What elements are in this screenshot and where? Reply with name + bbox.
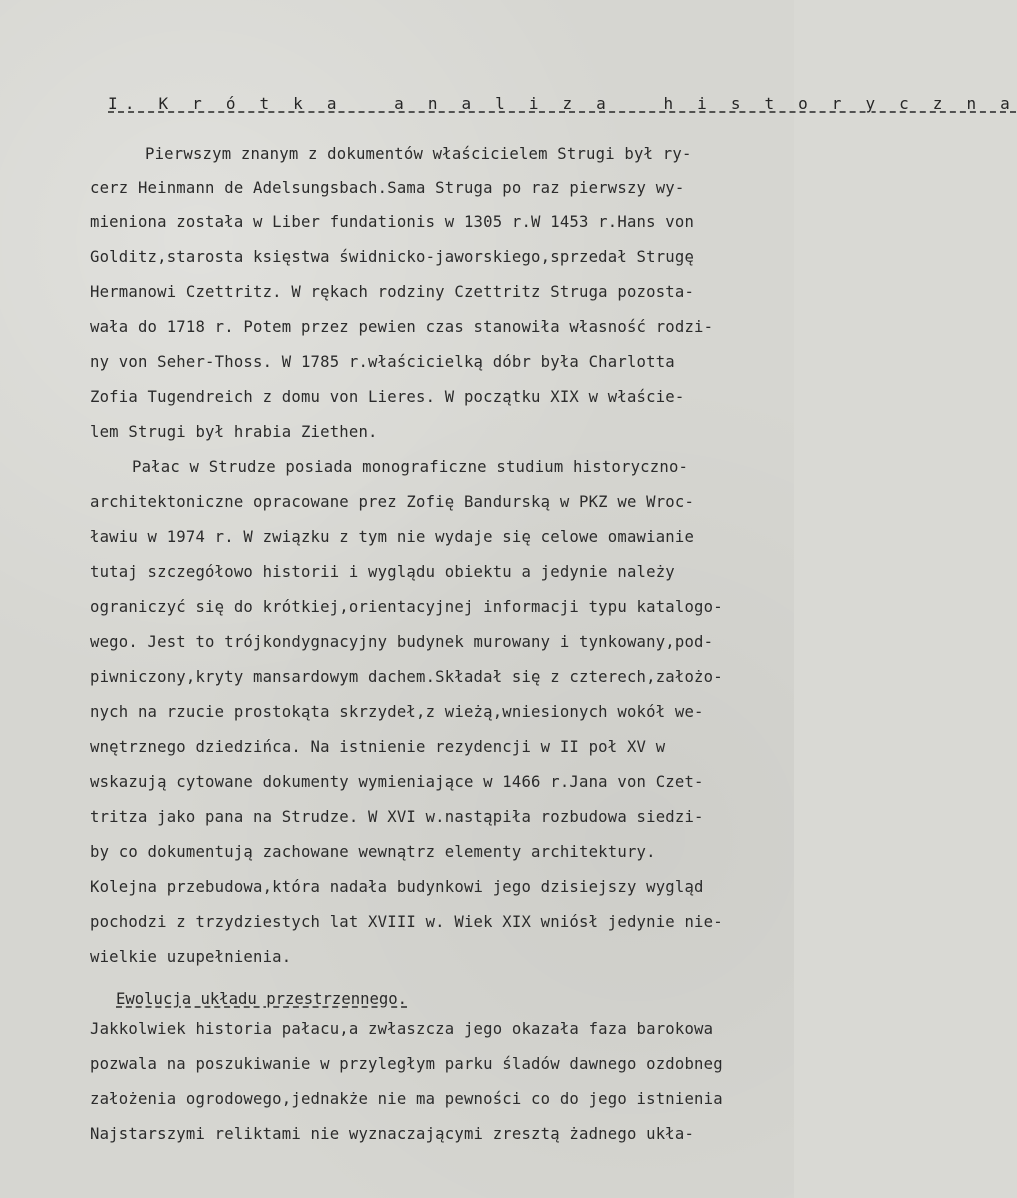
text-line: Hermanowi Czettritz. W rękach rodziny Czettritz Struga pozosta-: [90, 283, 695, 301]
text-line: Kolejna przebudowa,która nadała budynkowi jego dzisiejszy wygląd: [90, 878, 704, 896]
text-line: piwniczony,kryty mansardowym dachem.Składał się z czterech,założo-: [90, 668, 723, 686]
text-line: Pałac w Strudze posiada monograficzne studium historyczno-: [132, 458, 689, 476]
subsection-heading: Ewolucja układu przestrzennego.: [116, 990, 408, 1008]
text-line: Golditz,starosta księstwa świdnicko-jaworskiego,sprzedał Strugę: [90, 248, 695, 266]
text-line: by co dokumentują zachowane wewnątrz elementy architektury.: [90, 843, 656, 861]
text-line: Zofia Tugendreich z domu von Lieres. W początku XIX w właście-: [90, 388, 685, 406]
text-line: pozwala na poszukiwanie w przyległym parku śladów dawnego ozdobneg: [90, 1055, 723, 1073]
text-line: tritza jako pana na Strudze. W XVI w.nastąpiła rozbudowa siedzi-: [90, 808, 704, 826]
text-line: ograniczyć się do krótkiej,orientacyjnej informacji typu katalogo-: [90, 598, 723, 616]
text-line: Jakkolwiek historia pałacu,a zwłaszcza jego okazała faza barokowa: [90, 1020, 714, 1038]
text-line: nych na rzucie prostokąta skrzydeł,z wieżą,wniesionych wokół we-: [90, 703, 704, 721]
text-line: ławiu w 1974 r. W związku z tym nie wydaje się celowe omawianie: [90, 528, 695, 546]
text-line: Najstarszymi reliktami nie wyznaczającymi zresztą żadnego ukła-: [90, 1125, 695, 1143]
text-line: wskazują cytowane dokumenty wymieniające w 1466 r.Jana von Czet-: [90, 773, 704, 791]
text-line: cerz Heinmann de Adelsungsbach.Sama Struga po raz pierwszy wy-: [90, 179, 685, 197]
text-line: ny von Seher-Thoss. W 1785 r.właścicielką dóbr była Charlotta: [90, 353, 675, 371]
text-line: wego. Jest to trójkondygnacyjny budynek murowany i tynkowany,pod-: [90, 633, 714, 651]
text-line: Pierwszym znanym z dokumentów właścicielem Strugi był ry-: [145, 145, 692, 163]
section-heading: I. K r ó t k a a n a l i z a h i s t o r y c z n a: [108, 94, 1017, 113]
text-line: tutaj szczegółowo historii i wyglądu obiektu a jedynie należy: [90, 563, 675, 581]
text-line: pochodzi z trzydziestych lat XVIII w. Wiek XIX wniósł jedynie nie-: [90, 913, 723, 931]
text-line: założenia ogrodowego,jednakże nie ma pewności co do jego istnienia: [90, 1090, 723, 1108]
text-line: lem Strugi był hrabia Ziethen.: [90, 423, 378, 441]
text-line: wielkie uzupełnienia.: [90, 948, 292, 966]
text-line: wnętrznego dziedzińca. Na istnienie rezydencji w II poł XV w: [90, 738, 666, 756]
text-line: wała do 1718 r. Potem przez pewien czas stanowiła własność rodzi-: [90, 318, 714, 336]
text-line: architektoniczne opracowane prez Zofię Bandurską w PKZ we Wroc-: [90, 493, 695, 511]
text-line: mieniona została w Liber fundationis w 1305 r.W 1453 r.Hans von: [90, 213, 695, 231]
